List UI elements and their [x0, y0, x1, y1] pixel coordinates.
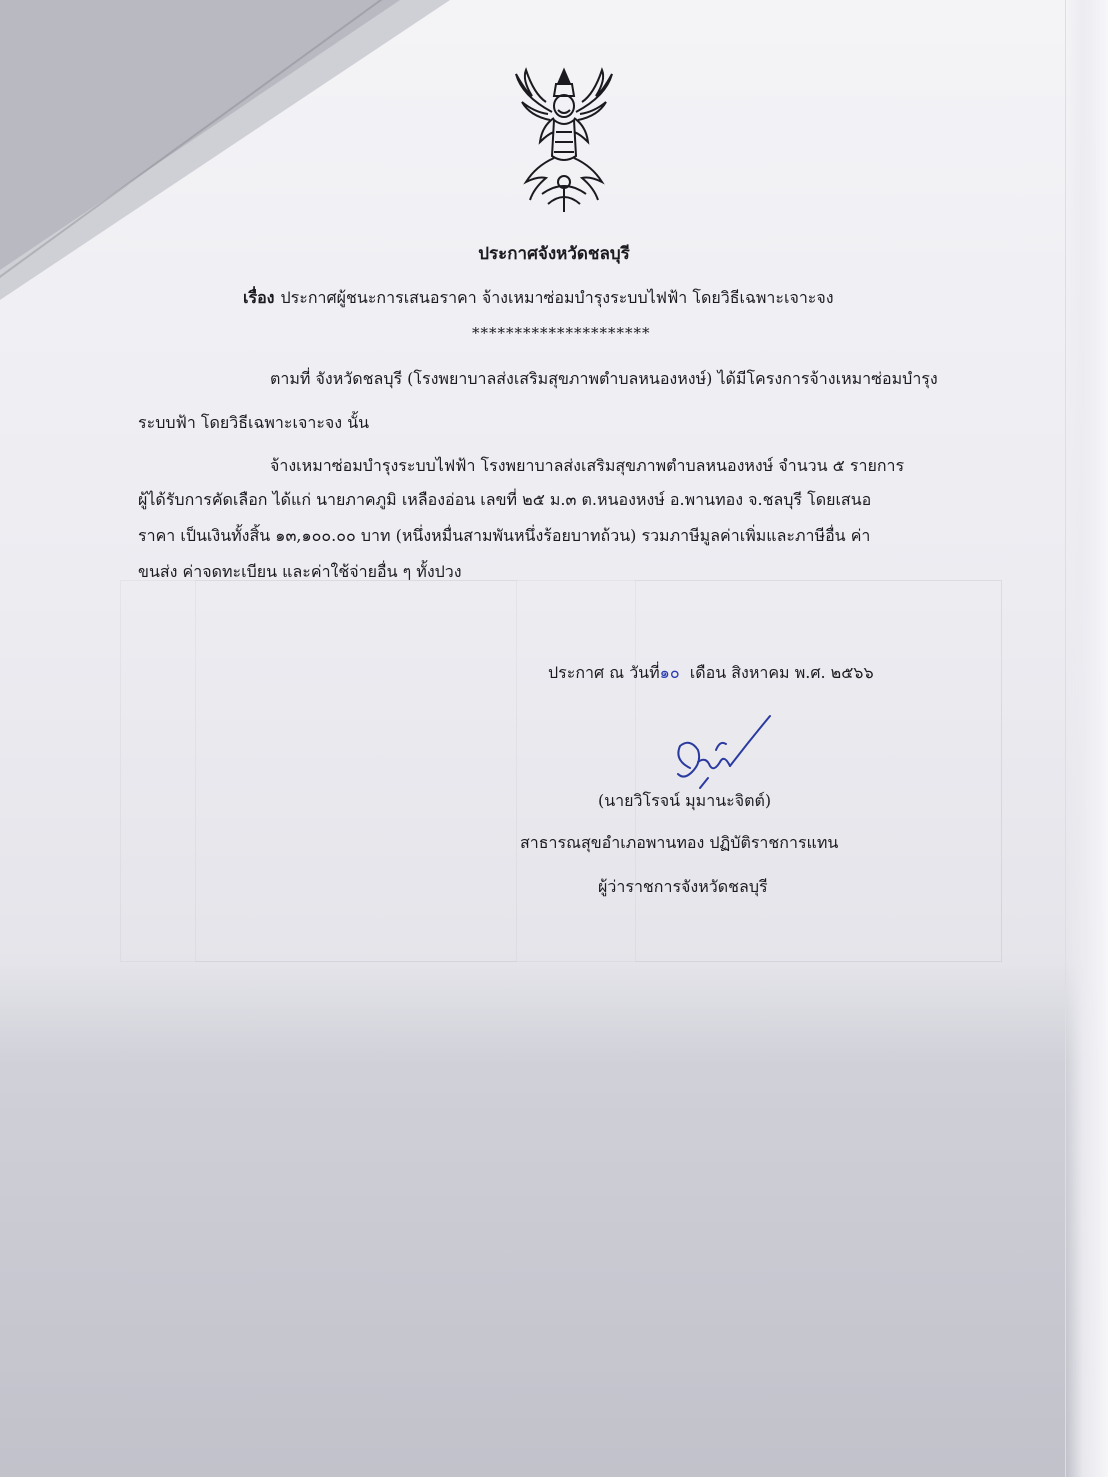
signatory-name: (นายวิโรจน์ มุมานะจิตต์) — [598, 791, 772, 810]
subject-text: ประกาศผู้ชนะการเสนอราคา จ้างเหมาซ่อมบำรุงระบบไฟฟ้า โดยวิธีเฉพาะเจาะจง — [280, 288, 834, 307]
signatory-position: สาธารณสุขอำเภอพานทอง ปฏิบัติราชการแทน — [520, 833, 839, 852]
signatory-on-behalf-of: ผู้ว่าราชการจังหวัดชลบุรี — [598, 877, 768, 896]
body-paragraph-2-line-3: ราคา เป็นเงินทั้งสิ้น ๑๓,๑๐๐.๐๐ บาท (หนึ่งหมื่นสามพันหนึ่งร้อยบาทถ้วน) รวมภาษีมูลค่าเพิ่มและภาษีอื่น ค่า — [138, 526, 871, 545]
announcement-date — [548, 662, 874, 684]
body-paragraph-2-line-4: ขนส่ง ค่าจดทะเบียน และค่าใช้จ่ายอื่น ๆ ทั้งปวง — [138, 562, 462, 581]
date-month-year: เดือน สิงหาคม พ.ศ. ๒๕๖๖ — [679, 663, 874, 682]
body-paragraph-2-line-1: จ้างเหมาซ่อมบำรุงระบบไฟฟ้า โรงพยาบาลส่งเสริมสุขภาพตำบลหนองหงษ์ จำนวน ๕ รายการ — [270, 456, 905, 475]
body-paragraph-1-line-2: ระบบฟ้า โดยวิธีเฉพาะเจาะจง นั้น — [138, 413, 370, 432]
subject-label: เรื่อง — [243, 288, 275, 307]
body-paragraph-1-line-1: ตามที่ จังหวัดชลบุรี (โรงพยาบาลส่งเสริมสุขภาพตำบลหนองหงษ์) ได้มีโครงการจ้างเหมาซ่อมบำรุง — [270, 369, 938, 388]
subject-line — [243, 287, 834, 309]
handwritten-signature — [660, 710, 780, 800]
date-prefix: ประกาศ ณ วันที่ — [548, 663, 660, 682]
announcement-title: ประกาศจังหวัดชลบุรี — [478, 244, 630, 264]
separator-stars: ********************* — [472, 324, 651, 342]
shadow-overlay — [0, 960, 1108, 1477]
second-sheet-edge — [1065, 0, 1108, 1477]
date-day: ๑๐ — [659, 663, 680, 682]
body-paragraph-2-line-2: ผู้ได้รับการคัดเลือก ได้แก่ นายภาคภูมิ เหลืองอ่อน เลขที่ ๒๕ ม.๓ ต.หนองหงษ์ อ.พานทอง จ.ชลบุรี โดยเสนอ — [138, 490, 872, 509]
folded-corner — [0, 0, 400, 270]
bleed-through-column — [195, 580, 517, 962]
garuda-emblem-icon — [512, 66, 616, 216]
